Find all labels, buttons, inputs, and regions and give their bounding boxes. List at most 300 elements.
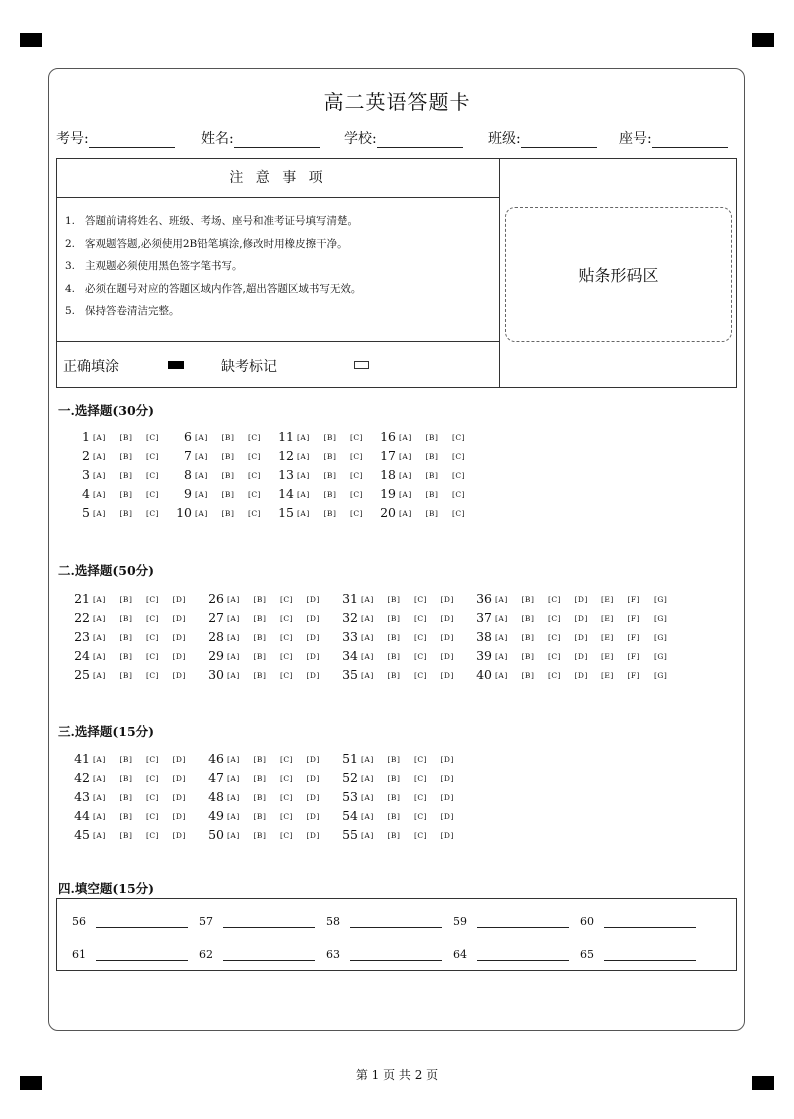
question-number: 28 bbox=[208, 629, 224, 644]
answer-bubble[interactable]: [D] bbox=[574, 671, 588, 680]
answer-bubble[interactable]: [D] bbox=[172, 633, 186, 642]
answer-bubble[interactable]: [B] bbox=[425, 509, 439, 518]
answer-bubble[interactable]: [B] bbox=[387, 755, 401, 764]
answer-bubble[interactable]: [B] bbox=[119, 490, 133, 499]
answer-bubble[interactable]: [B] bbox=[521, 652, 535, 661]
registration-mark-top-left bbox=[20, 33, 42, 47]
fill-in-blank-59[interactable] bbox=[453, 915, 569, 928]
answer-bubble[interactable]: [B] bbox=[221, 490, 235, 499]
answer-bubble[interactable]: [B] bbox=[387, 595, 401, 604]
answer-bubble[interactable]: [D] bbox=[172, 831, 186, 840]
answer-bubble[interactable]: [C] bbox=[280, 671, 294, 680]
answer-bubble[interactable]: [C] bbox=[414, 755, 428, 764]
answer-bubble[interactable]: [C] bbox=[248, 490, 262, 499]
answer-bubble[interactable]: [A] bbox=[227, 614, 240, 623]
answer-bubble[interactable]: [B] bbox=[387, 614, 401, 623]
answer-bubble[interactable]: [C] bbox=[452, 433, 466, 442]
question-number: 29 bbox=[208, 648, 224, 663]
answer-bubble[interactable]: [G] bbox=[654, 652, 668, 661]
answer-bubble[interactable]: [C] bbox=[280, 755, 294, 764]
answer-bubble[interactable]: [C] bbox=[350, 452, 364, 461]
question-number: 12 bbox=[278, 448, 294, 463]
answer-bubble[interactable]: [B] bbox=[425, 471, 439, 480]
answer-bubble[interactable]: [B] bbox=[119, 652, 133, 661]
answer-bubble[interactable]: [F] bbox=[627, 595, 641, 604]
answer-bubble[interactable]: [A] bbox=[361, 812, 374, 821]
answer-bubble[interactable]: [A] bbox=[297, 433, 310, 442]
answer-bubble[interactable]: [A] bbox=[495, 595, 508, 604]
answer-bubble[interactable]: [C] bbox=[146, 793, 160, 802]
question-43 bbox=[62, 789, 199, 804]
question-33 bbox=[330, 629, 467, 644]
answer-bubble[interactable]: [C] bbox=[146, 633, 160, 642]
answer-bubble[interactable]: [B] bbox=[253, 595, 267, 604]
answer-bubble[interactable]: [A] bbox=[361, 633, 374, 642]
answer-bubble[interactable]: [A] bbox=[297, 509, 310, 518]
question-12 bbox=[272, 448, 377, 463]
answer-bubble[interactable]: [C] bbox=[548, 652, 562, 661]
question-55 bbox=[330, 827, 467, 842]
question-number: 37 bbox=[476, 610, 492, 625]
question-3 bbox=[68, 467, 173, 482]
blank-number: 60 bbox=[580, 915, 594, 928]
answer-bubble[interactable]: [A] bbox=[361, 774, 374, 783]
answer-bubble[interactable]: [B] bbox=[387, 652, 401, 661]
answer-bubble[interactable]: [G] bbox=[654, 595, 668, 604]
answer-bubble[interactable]: [D] bbox=[574, 614, 588, 623]
answer-bubble[interactable]: [D] bbox=[172, 671, 186, 680]
answer-bubble[interactable]: [D] bbox=[172, 614, 186, 623]
correct-fill-label: 正确填涂 bbox=[63, 359, 119, 375]
answer-bubble[interactable]: [F] bbox=[627, 633, 641, 642]
answer-bubble[interactable]: [C] bbox=[414, 614, 428, 623]
answer-bubble[interactable]: [C] bbox=[280, 831, 294, 840]
answer-bubble[interactable]: [A] bbox=[399, 452, 412, 461]
answer-bubble[interactable]: [C] bbox=[280, 793, 294, 802]
answer-bubble[interactable]: [C] bbox=[414, 652, 428, 661]
answer-bubble[interactable]: [A] bbox=[399, 471, 412, 480]
answer-bubble[interactable]: [C] bbox=[548, 671, 562, 680]
answer-bubble[interactable]: [C] bbox=[414, 831, 428, 840]
answer-bubble[interactable]: [C] bbox=[548, 633, 562, 642]
answer-bubble[interactable]: [G] bbox=[654, 614, 668, 623]
answer-bubble[interactable]: [D] bbox=[306, 614, 320, 623]
answer-bubble[interactable]: [D] bbox=[306, 633, 320, 642]
answer-bubble[interactable]: [A] bbox=[93, 793, 106, 802]
answer-bubble[interactable]: [A] bbox=[93, 509, 106, 518]
answer-bubble[interactable]: [B] bbox=[119, 774, 133, 783]
question-46 bbox=[196, 751, 333, 766]
answer-bubble[interactable]: [C] bbox=[414, 633, 428, 642]
answer-bubble[interactable]: [B] bbox=[119, 755, 133, 764]
answer-bubble[interactable]: [C] bbox=[414, 595, 428, 604]
answer-bubble[interactable]: [E] bbox=[601, 614, 614, 623]
notice-item: 2. 客观题答题,必须使用2B铅笔填涂,修改时用橡皮擦干净。 bbox=[65, 237, 348, 250]
answer-bubble[interactable]: [C] bbox=[146, 433, 160, 442]
answer-bubble[interactable]: [D] bbox=[306, 652, 320, 661]
answer-bubble[interactable]: [C] bbox=[146, 812, 160, 821]
answer-bubble[interactable]: [A] bbox=[195, 452, 208, 461]
answer-bubble[interactable]: [D] bbox=[306, 755, 320, 764]
answer-bubble[interactable]: [B] bbox=[221, 433, 235, 442]
answer-bubble[interactable]: [C] bbox=[146, 614, 160, 623]
answer-bubble[interactable]: [C] bbox=[350, 490, 364, 499]
answer-bubble[interactable]: [D] bbox=[306, 812, 320, 821]
answer-bubble[interactable]: [G] bbox=[654, 633, 668, 642]
answer-bubble[interactable]: [A] bbox=[93, 671, 106, 680]
answer-bubble[interactable]: [C] bbox=[280, 812, 294, 821]
answer-bubble[interactable]: [A] bbox=[93, 755, 106, 764]
answer-bubble[interactable]: [B] bbox=[323, 490, 337, 499]
fill-in-blank-64[interactable] bbox=[453, 948, 569, 961]
answer-bubble[interactable]: [A] bbox=[399, 490, 412, 499]
answer-bubble[interactable]: [B] bbox=[323, 509, 337, 518]
answer-bubble[interactable]: [A] bbox=[361, 652, 374, 661]
answer-bubble[interactable]: [A] bbox=[93, 471, 106, 480]
class-label: 班级: bbox=[488, 131, 521, 147]
answer-bubble[interactable]: [C] bbox=[548, 614, 562, 623]
answer-bubble[interactable]: [A] bbox=[399, 509, 412, 518]
question-number: 30 bbox=[208, 667, 224, 682]
blank-line bbox=[604, 915, 696, 928]
answer-bubble[interactable]: [A] bbox=[227, 595, 240, 604]
question-8 bbox=[170, 467, 275, 482]
answer-bubble[interactable]: [B] bbox=[387, 812, 401, 821]
answer-bubble[interactable]: [A] bbox=[297, 452, 310, 461]
answer-bubble[interactable]: [A] bbox=[195, 490, 208, 499]
answer-bubble[interactable]: [B] bbox=[521, 671, 535, 680]
answer-bubble[interactable]: [B] bbox=[119, 614, 133, 623]
question-number: 15 bbox=[278, 505, 294, 520]
answer-bubble[interactable]: [A] bbox=[297, 490, 310, 499]
question-36 bbox=[464, 591, 681, 606]
question-number: 3 bbox=[82, 467, 90, 482]
question-number: 52 bbox=[342, 770, 358, 785]
answer-bubble[interactable]: [D] bbox=[306, 671, 320, 680]
answer-bubble[interactable]: [D] bbox=[574, 652, 588, 661]
answer-bubble[interactable]: [B] bbox=[221, 509, 235, 518]
answer-bubble[interactable]: [D] bbox=[306, 595, 320, 604]
absent-mark-checkbox[interactable] bbox=[354, 361, 369, 369]
question-number: 26 bbox=[208, 591, 224, 606]
answer-bubble[interactable]: [A] bbox=[495, 614, 508, 623]
answer-bubble[interactable]: [D] bbox=[172, 652, 186, 661]
blank-line bbox=[477, 948, 569, 961]
answer-bubble[interactable]: [B] bbox=[119, 831, 133, 840]
question-7 bbox=[170, 448, 275, 463]
answer-bubble[interactable]: [C] bbox=[350, 471, 364, 480]
section-title-3: 三.选择题(15分) bbox=[58, 724, 155, 739]
question-number: 5 bbox=[82, 505, 90, 520]
answer-bubble[interactable]: [D] bbox=[172, 774, 186, 783]
fill-in-blank-56[interactable] bbox=[72, 915, 188, 928]
answer-bubble[interactable]: [B] bbox=[253, 755, 267, 764]
answer-bubble[interactable]: [A] bbox=[93, 633, 106, 642]
answer-bubble[interactable]: [C] bbox=[548, 595, 562, 604]
answer-bubble[interactable]: [C] bbox=[146, 831, 160, 840]
answer-bubble[interactable]: [C] bbox=[280, 614, 294, 623]
answer-bubble[interactable]: [B] bbox=[425, 433, 439, 442]
answer-bubble[interactable]: [B] bbox=[119, 633, 133, 642]
answer-bubble[interactable]: [A] bbox=[93, 831, 106, 840]
answer-bubble[interactable]: [A] bbox=[361, 831, 374, 840]
fill-in-blank-62[interactable] bbox=[199, 948, 315, 961]
question-20 bbox=[374, 505, 479, 520]
answer-bubble[interactable]: [B] bbox=[253, 671, 267, 680]
answer-bubble[interactable]: [C] bbox=[414, 671, 428, 680]
page-title: 高二英语答题卡 bbox=[323, 90, 471, 114]
answer-bubble[interactable]: [B] bbox=[387, 671, 401, 680]
answer-bubble[interactable]: [C] bbox=[248, 509, 262, 518]
answer-bubble[interactable]: [B] bbox=[521, 633, 535, 642]
answer-bubble[interactable]: [B] bbox=[119, 812, 133, 821]
answer-bubble[interactable]: [B] bbox=[119, 595, 133, 604]
answer-bubble[interactable]: [C] bbox=[350, 433, 364, 442]
question-number: 22 bbox=[74, 610, 90, 625]
answer-bubble[interactable]: [C] bbox=[452, 490, 466, 499]
question-25 bbox=[62, 667, 199, 682]
answer-bubble[interactable]: [C] bbox=[452, 471, 466, 480]
answer-bubble[interactable]: [C] bbox=[146, 490, 160, 499]
fill-in-blank-61[interactable] bbox=[72, 948, 188, 961]
answer-bubble[interactable]: [D] bbox=[440, 831, 454, 840]
answer-bubble[interactable]: [A] bbox=[93, 614, 106, 623]
question-number: 19 bbox=[380, 486, 396, 501]
blank-number: 61 bbox=[72, 948, 86, 961]
answer-bubble[interactable]: [A] bbox=[361, 614, 374, 623]
answer-bubble[interactable]: [C] bbox=[452, 452, 466, 461]
answer-bubble[interactable]: [A] bbox=[361, 671, 374, 680]
fill-in-blank-65[interactable] bbox=[580, 948, 696, 961]
answer-bubble[interactable]: [A] bbox=[195, 433, 208, 442]
answer-bubble[interactable]: [A] bbox=[195, 509, 208, 518]
answer-bubble[interactable]: [D] bbox=[440, 633, 454, 642]
answer-bubble[interactable]: [D] bbox=[440, 755, 454, 764]
answer-bubble[interactable]: [B] bbox=[323, 452, 337, 461]
section-title-1: 一.选择题(30分) bbox=[58, 403, 155, 418]
answer-bubble[interactable]: [A] bbox=[399, 433, 412, 442]
answer-bubble[interactable]: [B] bbox=[221, 471, 235, 480]
answer-bubble[interactable]: [C] bbox=[146, 509, 160, 518]
school-label: 学校: bbox=[344, 131, 377, 147]
answer-bubble[interactable]: [A] bbox=[93, 812, 106, 821]
question-51 bbox=[330, 751, 467, 766]
answer-bubble[interactable]: [A] bbox=[227, 774, 240, 783]
answer-bubble[interactable]: [B] bbox=[253, 812, 267, 821]
answer-bubble[interactable]: [C] bbox=[248, 433, 262, 442]
answer-bubble[interactable]: [A] bbox=[195, 471, 208, 480]
answer-bubble[interactable]: [C] bbox=[452, 509, 466, 518]
fill-in-blank-58[interactable] bbox=[326, 915, 442, 928]
answer-bubble[interactable]: [E] bbox=[601, 595, 614, 604]
answer-bubble[interactable]: [C] bbox=[414, 812, 428, 821]
class-field[interactable] bbox=[488, 128, 597, 148]
question-number: 35 bbox=[342, 667, 358, 682]
answer-bubble[interactable]: [A] bbox=[361, 595, 374, 604]
question-number: 25 bbox=[74, 667, 90, 682]
answer-bubble[interactable]: [A] bbox=[227, 671, 240, 680]
answer-bubble[interactable]: [D] bbox=[306, 774, 320, 783]
question-number: 43 bbox=[74, 789, 90, 804]
question-5 bbox=[68, 505, 173, 520]
question-number: 45 bbox=[74, 827, 90, 842]
answer-bubble[interactable]: [A] bbox=[93, 452, 106, 461]
answer-bubble[interactable]: [F] bbox=[627, 614, 641, 623]
answer-bubble[interactable]: [D] bbox=[172, 595, 186, 604]
answer-bubble[interactable]: [A] bbox=[93, 490, 106, 499]
answer-bubble[interactable]: [B] bbox=[253, 614, 267, 623]
answer-bubble[interactable]: [B] bbox=[387, 793, 401, 802]
answer-bubble[interactable]: [B] bbox=[119, 509, 133, 518]
seat-number-label: 座号: bbox=[619, 131, 652, 147]
answer-bubble[interactable]: [A] bbox=[227, 812, 240, 821]
answer-bubble[interactable]: [A] bbox=[495, 671, 508, 680]
answer-bubble[interactable]: [C] bbox=[146, 774, 160, 783]
question-23 bbox=[62, 629, 199, 644]
question-number: 41 bbox=[74, 751, 90, 766]
answer-bubble[interactable]: [B] bbox=[521, 614, 535, 623]
answer-bubble[interactable]: [D] bbox=[306, 793, 320, 802]
answer-bubble[interactable]: [F] bbox=[627, 671, 641, 680]
answer-bubble[interactable]: [D] bbox=[440, 793, 454, 802]
answer-bubble[interactable]: [B] bbox=[119, 793, 133, 802]
seat-number-field[interactable] bbox=[619, 128, 728, 148]
answer-bubble[interactable]: [B] bbox=[253, 793, 267, 802]
answer-bubble[interactable]: [B] bbox=[323, 433, 337, 442]
answer-bubble[interactable]: [A] bbox=[361, 793, 374, 802]
answer-bubble[interactable]: [C] bbox=[248, 452, 262, 461]
answer-bubble[interactable]: [B] bbox=[521, 595, 535, 604]
blank-line bbox=[223, 948, 315, 961]
answer-bubble[interactable]: [B] bbox=[425, 452, 439, 461]
answer-bubble[interactable]: [B] bbox=[323, 471, 337, 480]
question-52 bbox=[330, 770, 467, 785]
answer-bubble[interactable]: [B] bbox=[119, 433, 133, 442]
question-32 bbox=[330, 610, 467, 625]
question-48 bbox=[196, 789, 333, 804]
answer-bubble[interactable]: [B] bbox=[253, 652, 267, 661]
answer-bubble[interactable]: [C] bbox=[146, 595, 160, 604]
answer-bubble[interactable]: [A] bbox=[227, 755, 240, 764]
answer-bubble[interactable]: [F] bbox=[627, 652, 641, 661]
answer-bubble[interactable]: [C] bbox=[280, 633, 294, 642]
answer-bubble[interactable]: [D] bbox=[306, 831, 320, 840]
answer-bubble[interactable]: [D] bbox=[440, 812, 454, 821]
answer-bubble[interactable]: [B] bbox=[387, 831, 401, 840]
answer-bubble[interactable]: [A] bbox=[361, 755, 374, 764]
answer-bubble[interactable]: [E] bbox=[601, 652, 614, 661]
answer-bubble[interactable]: [C] bbox=[146, 471, 160, 480]
question-45 bbox=[62, 827, 199, 842]
answer-bubble[interactable]: [B] bbox=[253, 831, 267, 840]
answer-bubble[interactable]: [D] bbox=[172, 812, 186, 821]
answer-bubble[interactable]: [C] bbox=[414, 793, 428, 802]
name-field[interactable] bbox=[201, 128, 320, 148]
answer-bubble[interactable]: [C] bbox=[280, 595, 294, 604]
question-53 bbox=[330, 789, 467, 804]
answer-bubble[interactable]: [D] bbox=[440, 671, 454, 680]
answer-bubble[interactable]: [G] bbox=[654, 671, 668, 680]
answer-bubble[interactable]: [D] bbox=[440, 652, 454, 661]
answer-bubble[interactable]: [B] bbox=[425, 490, 439, 499]
answer-bubble[interactable]: [B] bbox=[119, 471, 133, 480]
fill-in-blank-57[interactable] bbox=[199, 915, 315, 928]
answer-bubble[interactable]: [B] bbox=[221, 452, 235, 461]
answer-bubble[interactable]: [D] bbox=[440, 595, 454, 604]
answer-bubble[interactable]: [A] bbox=[93, 652, 106, 661]
answer-bubble[interactable]: [C] bbox=[248, 471, 262, 480]
answer-bubble[interactable]: [C] bbox=[280, 652, 294, 661]
answer-bubble[interactable]: [B] bbox=[253, 633, 267, 642]
answer-bubble[interactable]: [A] bbox=[227, 793, 240, 802]
answer-bubble[interactable]: [D] bbox=[172, 793, 186, 802]
answer-bubble[interactable]: [A] bbox=[93, 774, 106, 783]
question-number: 55 bbox=[342, 827, 358, 842]
notice-box bbox=[56, 158, 737, 388]
answer-bubble[interactable]: [A] bbox=[297, 471, 310, 480]
answer-bubble[interactable]: [D] bbox=[440, 614, 454, 623]
answer-bubble[interactable]: [E] bbox=[601, 671, 614, 680]
question-number: 27 bbox=[208, 610, 224, 625]
answer-bubble[interactable]: [B] bbox=[119, 671, 133, 680]
question-number: 7 bbox=[184, 448, 192, 463]
answer-bubble[interactable]: [C] bbox=[146, 671, 160, 680]
answer-bubble[interactable]: [B] bbox=[253, 774, 267, 783]
answer-bubble[interactable]: [D] bbox=[574, 595, 588, 604]
fill-in-blank-60[interactable] bbox=[580, 915, 696, 928]
question-22 bbox=[62, 610, 199, 625]
answer-bubble[interactable]: [C] bbox=[414, 774, 428, 783]
answer-bubble[interactable]: [E] bbox=[601, 633, 614, 642]
answer-bubble[interactable]: [A] bbox=[93, 595, 106, 604]
blank-line bbox=[223, 915, 315, 928]
question-50 bbox=[196, 827, 333, 842]
answer-bubble[interactable]: [D] bbox=[172, 755, 186, 764]
question-number: 18 bbox=[380, 467, 396, 482]
school-field[interactable] bbox=[344, 128, 463, 148]
question-number: 24 bbox=[74, 648, 90, 663]
answer-bubble[interactable]: [D] bbox=[574, 633, 588, 642]
answer-bubble[interactable]: [C] bbox=[146, 652, 160, 661]
exam-number-field[interactable] bbox=[56, 128, 175, 148]
answer-bubble[interactable]: [B] bbox=[119, 452, 133, 461]
answer-bubble[interactable]: [B] bbox=[387, 633, 401, 642]
answer-bubble[interactable]: [C] bbox=[146, 755, 160, 764]
answer-bubble[interactable]: [D] bbox=[440, 774, 454, 783]
question-number: 14 bbox=[278, 486, 294, 501]
fill-in-blank-63[interactable] bbox=[326, 948, 442, 961]
answer-bubble[interactable]: [A] bbox=[227, 831, 240, 840]
answer-bubble[interactable]: [A] bbox=[93, 433, 106, 442]
answer-bubble[interactable]: [A] bbox=[495, 652, 508, 661]
question-2 bbox=[68, 448, 173, 463]
answer-bubble[interactable]: [C] bbox=[350, 509, 364, 518]
blank-line bbox=[604, 948, 696, 961]
question-17 bbox=[374, 448, 479, 463]
answer-bubble[interactable]: [C] bbox=[146, 452, 160, 461]
answer-bubble[interactable]: [A] bbox=[227, 652, 240, 661]
question-number: 46 bbox=[208, 751, 224, 766]
answer-bubble[interactable]: [C] bbox=[280, 774, 294, 783]
answer-bubble[interactable]: [B] bbox=[387, 774, 401, 783]
answer-bubble[interactable]: [A] bbox=[495, 633, 508, 642]
question-number: 10 bbox=[176, 505, 192, 520]
notice-item: 5. 保持答卷清洁完整。 bbox=[65, 305, 180, 318]
question-number: 34 bbox=[342, 648, 358, 663]
answer-bubble[interactable]: [A] bbox=[227, 633, 240, 642]
question-number: 21 bbox=[74, 591, 90, 606]
question-number: 42 bbox=[74, 770, 90, 785]
